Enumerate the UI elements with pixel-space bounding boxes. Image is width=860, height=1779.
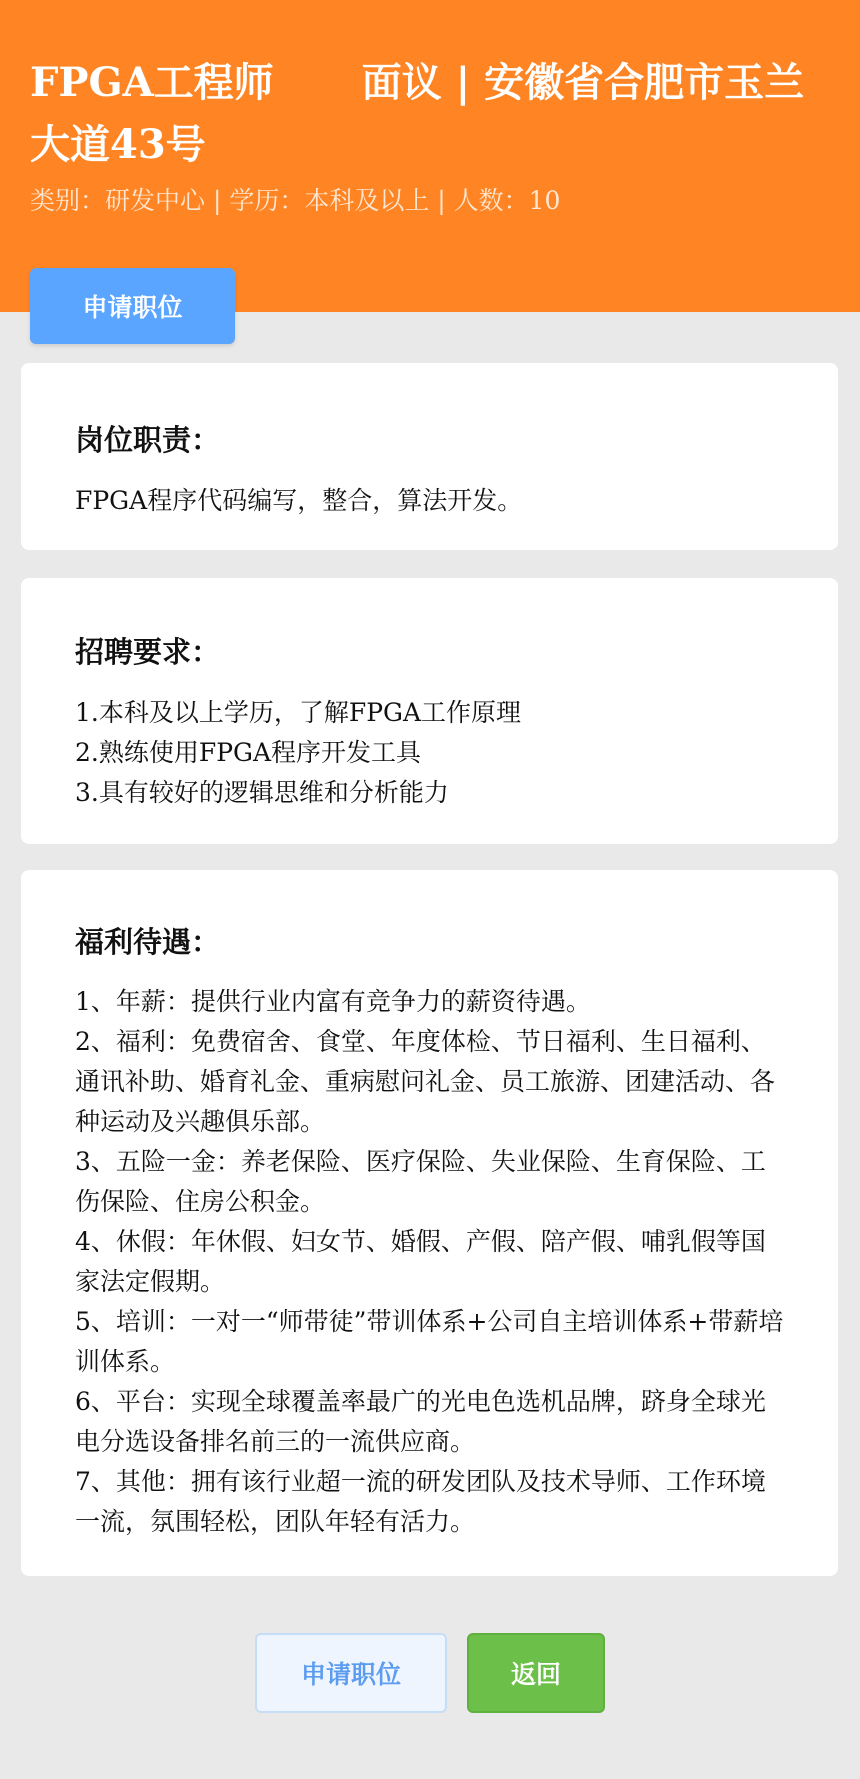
job-meta: 类别：研发中心 | 学历：本科及以上 | 人数：10 xyxy=(30,186,561,215)
benefits-list xyxy=(75,982,784,1542)
back-button[interactable]: 返回 xyxy=(467,1633,605,1713)
list-item: 5、培训：一对一“师带徒”带训体系+公司自主培训体系+带薪培训体系。 xyxy=(75,1307,784,1376)
duty-text: FPGA程序代码编写，整合，算法开发。 xyxy=(75,486,523,515)
list-item: 1、年薪：提供行业内富有竞争力的薪资待遇。 xyxy=(75,987,591,1016)
salary-location: 面议 | 安徽省合肥市玉兰大道43号 xyxy=(30,59,805,168)
requirements-list xyxy=(75,693,784,813)
requirements-card xyxy=(21,578,838,844)
list-item: 1.本科及以上学历，了解FPGA工作原理 xyxy=(75,698,522,727)
list-item: 4、休假：年休假、妇女节、婚假、产假、陪产假、哺乳假等国家法定假期。 xyxy=(75,1227,766,1296)
list-item: 6、平台：实现全球覆盖率最广的光电色选机品牌，跻身全球光电分选设备排名前三的一流供应商。 xyxy=(75,1387,766,1456)
apply-button-top[interactable]: 申请职位 xyxy=(30,268,235,344)
list-item: 3、五险一金：养老保险、医疗保险、失业保险、生育保险、工伤保险、住房公积金。 xyxy=(75,1147,766,1216)
requirements-title: 招聘要求： xyxy=(75,635,221,669)
list-item: 7、其他：拥有该行业超一流的研发团队及技术导师、工作环境一流，氛围轻松，团队年轻有活力。 xyxy=(75,1467,766,1536)
list-item: 2.熟练使用FPGA程序开发工具 xyxy=(75,738,422,767)
job-header xyxy=(0,0,860,312)
benefits-card xyxy=(21,870,838,1576)
apply-button[interactable]: 申请职位 xyxy=(255,1633,447,1713)
page-title xyxy=(30,52,820,176)
duty-title: 岗位职责： xyxy=(75,423,221,457)
list-item: 3.具有较好的逻辑思维和分析能力 xyxy=(75,778,449,807)
list-item: 2、福利：免费宿舍、食堂、年度体检、节日福利、生日福利、通讯补助、婚育礼金、重病慰问礼金、员工旅游、团建活动、各种运动及兴趣俱乐部。 xyxy=(75,1027,776,1136)
benefits-title: 福利待遇： xyxy=(75,925,221,959)
duty-card xyxy=(21,363,838,550)
job-title: FPGA工程师 xyxy=(30,59,274,106)
